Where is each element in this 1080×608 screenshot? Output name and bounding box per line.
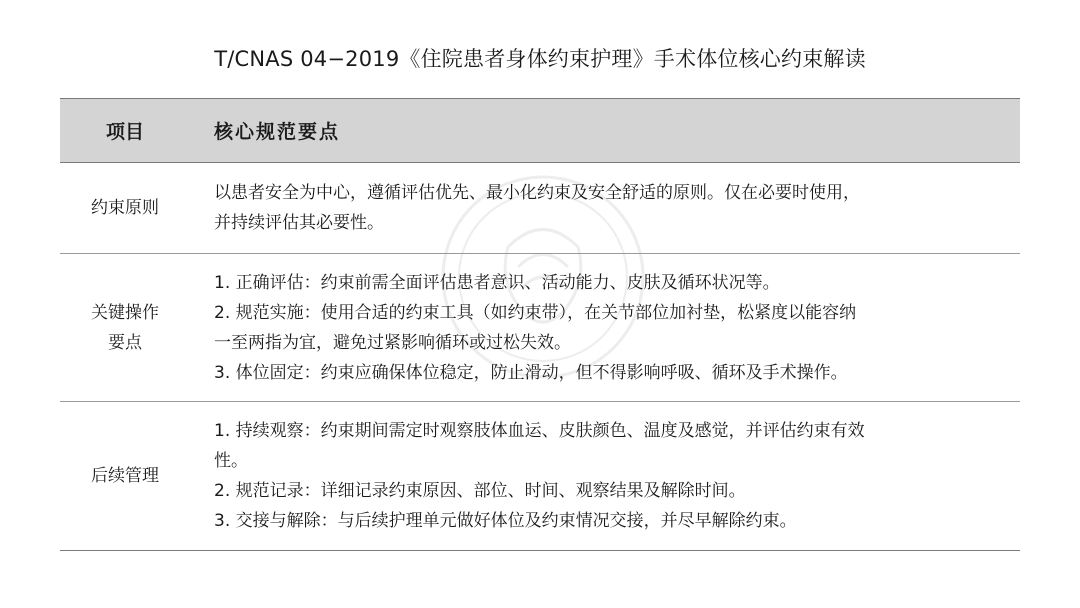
table-row [60, 254, 1020, 402]
constraint-table [60, 98, 1020, 551]
row-content [190, 268, 1020, 388]
content-line: 1. 持续观察：约束期间需定时观察肢体血运、皮肤颜色、温度及感觉，并评估约束有效 [214, 421, 865, 441]
header-item: 项目 [105, 121, 144, 143]
row-item-label [60, 461, 190, 491]
content-line: 2. 规范实施：使用合适的约束工具（如约束带），在关节部位加衬垫，松紧度以能容纳 [214, 302, 857, 323]
content-line: 3. 体位固定：约束应确保体位稳定，防止滑动，但不得影响呼吸、循环及手术操作。 [214, 362, 848, 383]
row-item-label [60, 298, 190, 358]
content-line: 一至两指为宜，避免过紧影响循环或过松失效。 [214, 332, 571, 353]
content-line: 3. 交接与解除：与后续护理单元做好体位及约束情况交接，并尽早解除约束。 [214, 511, 797, 531]
table-row [60, 163, 1020, 254]
page-title: T/CNAS 04−2019《住院患者身体约束护理》手术体位核心约束解读 [214, 47, 866, 71]
item-line: 要点 [108, 332, 142, 353]
content-line: 性。 [214, 451, 248, 471]
content-line: 并持续评估其必要性。 [214, 213, 384, 233]
content-line: 1. 正确评估：约束前需全面评估患者意识、活动能力、皮肤及循环状况等。 [214, 272, 780, 293]
content-line: 2. 规范记录：详细记录约束原因、部位、时间、观察结果及解除时间。 [214, 481, 746, 501]
header-core: 核心规范要点 [214, 121, 341, 143]
row-content [190, 416, 1020, 536]
table-header [60, 99, 1020, 163]
table-row [60, 402, 1020, 551]
item-line: 关键操作 [91, 302, 159, 323]
row-content [190, 178, 1020, 238]
item-line: 约束原则 [91, 198, 159, 218]
content-line: 以患者安全为中心，遵循评估优先、最小化约束及安全舒适的原则。仅在必要时使用， [214, 183, 860, 203]
item-line: 后续管理 [91, 466, 159, 486]
row-item-label [60, 193, 190, 223]
